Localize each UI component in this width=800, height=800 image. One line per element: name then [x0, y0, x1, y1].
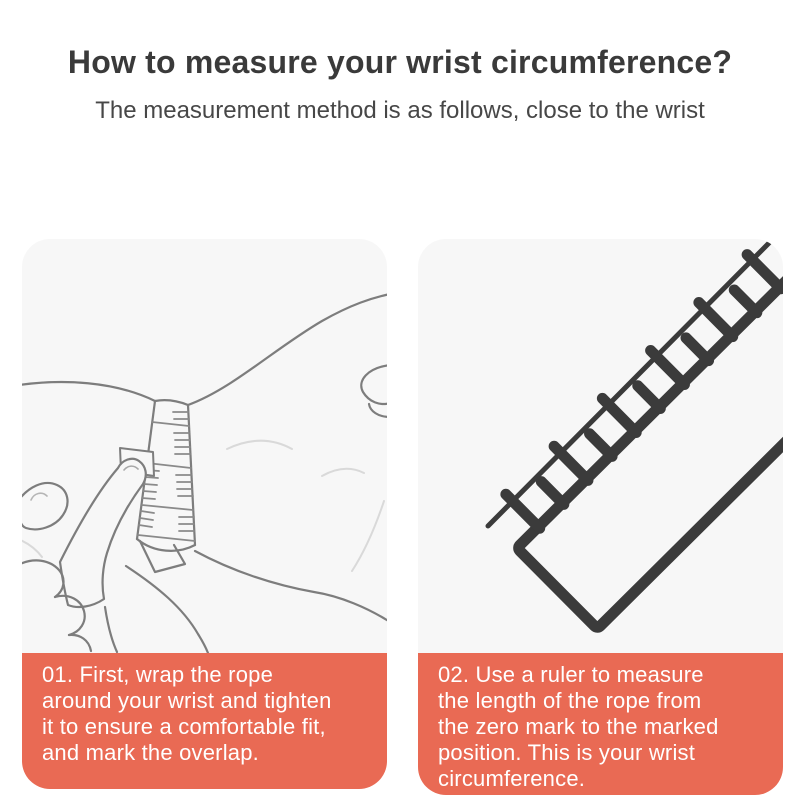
caption-line: it to ensure a comfortable fit,	[42, 714, 326, 739]
page-title: How to measure your wrist circumference?	[67, 44, 733, 80]
infographic-page	[0, 42, 800, 800]
step-card-1	[22, 239, 387, 789]
caption-line: 02. Use a ruler to measure	[438, 662, 704, 687]
caption-line: 01. First, wrap the rope	[42, 662, 274, 687]
pointing-finger	[60, 459, 146, 607]
wrist-tape-illustration-icon	[22, 239, 387, 653]
ruler-icon	[418, 239, 783, 653]
ruler-body	[485, 239, 783, 629]
caption-line: the length of the rope from	[438, 688, 702, 713]
step-card-2	[418, 239, 783, 795]
wrist-measure-illustration	[22, 239, 387, 653]
caption-line: the zero mark to the marked	[438, 714, 719, 739]
thumb	[22, 483, 68, 529]
caption-line: circumference.	[438, 766, 586, 791]
step-2-caption	[418, 653, 783, 795]
page-subtitle: The measurement method is as follows, close to the wrist	[95, 97, 705, 124]
caption-line: and mark the overlap.	[42, 740, 259, 765]
step-1-caption	[22, 653, 387, 789]
caption-line: position. This is your wrist	[438, 740, 696, 765]
rope-line	[488, 242, 770, 526]
caption-line: around your wrist and tighten	[42, 688, 332, 713]
ruler-illustration	[418, 239, 783, 653]
